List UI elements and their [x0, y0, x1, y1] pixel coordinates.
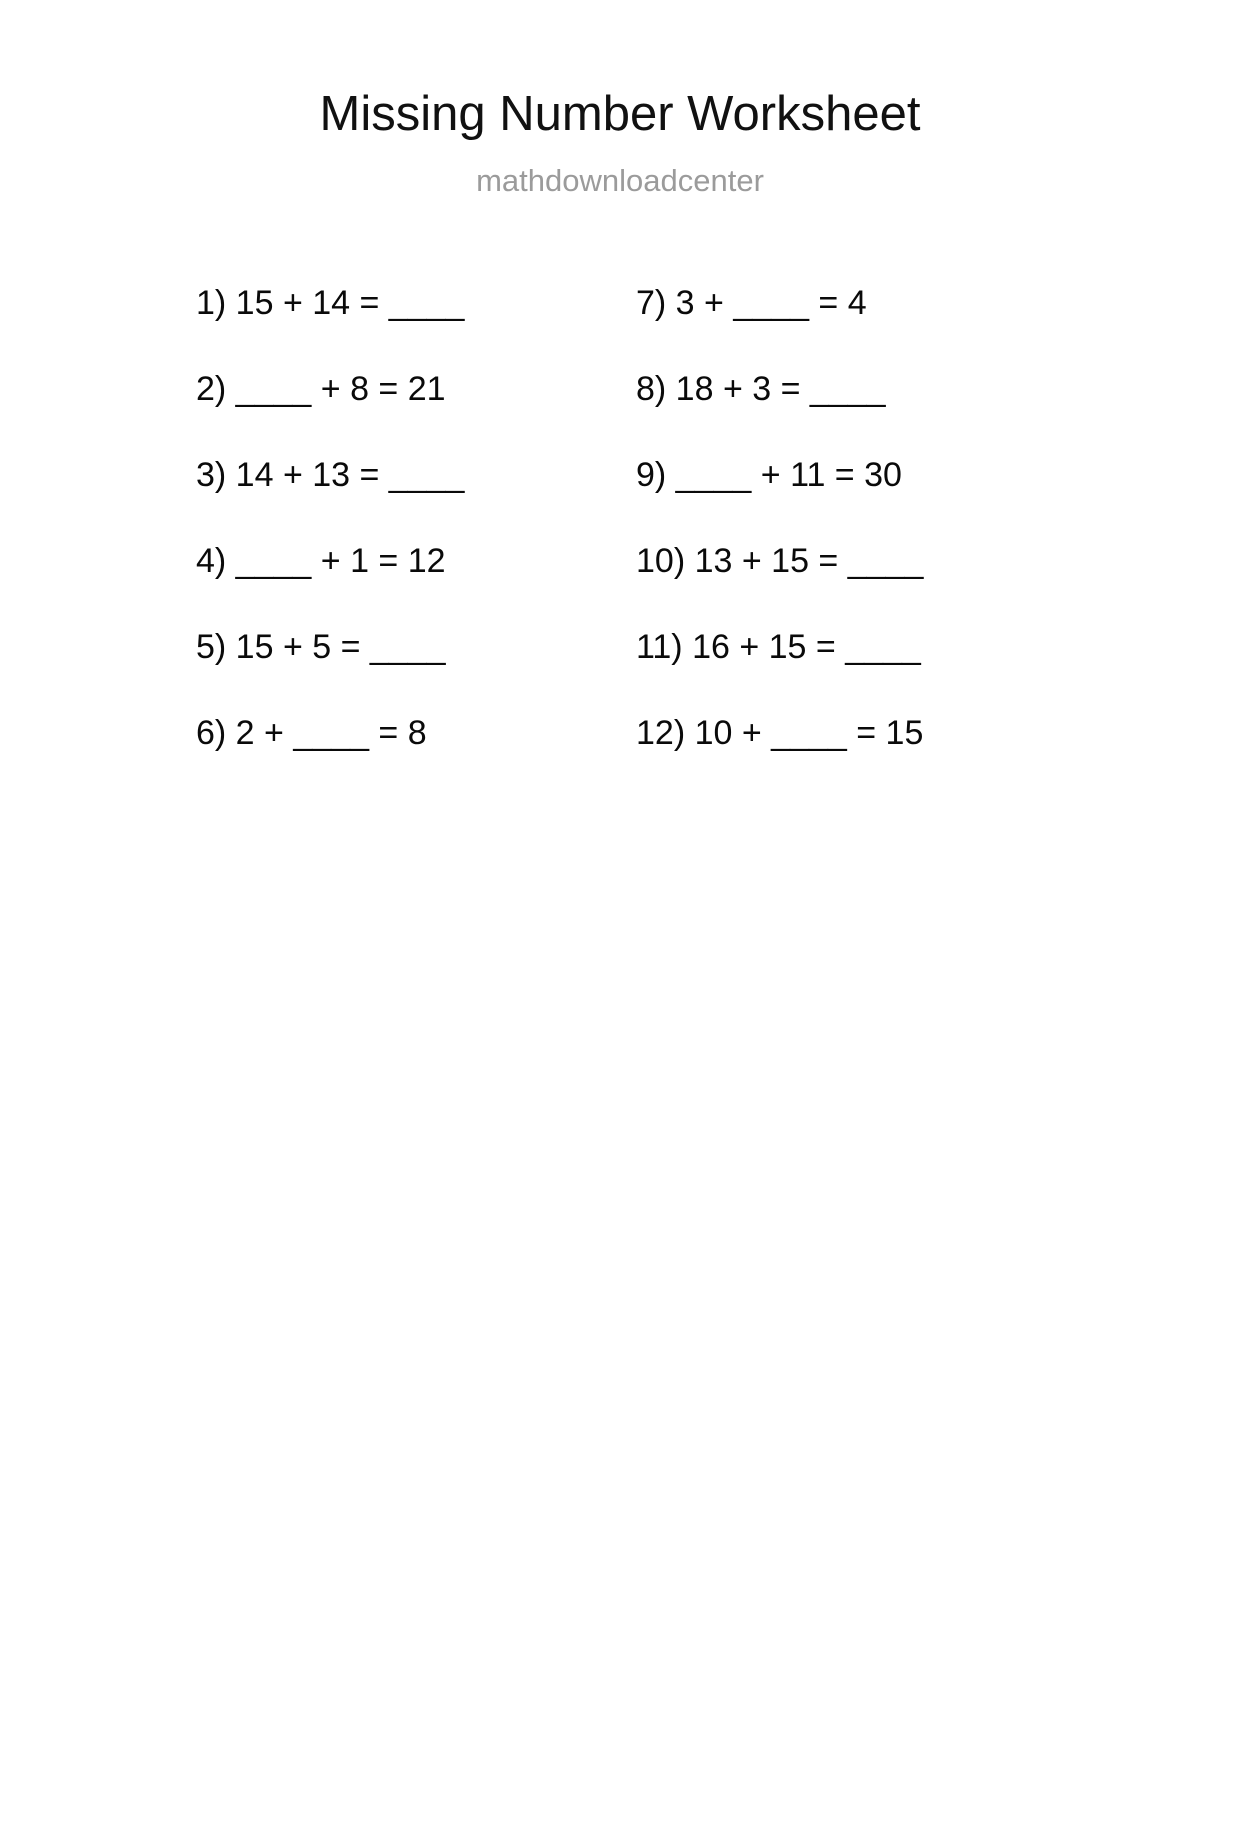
problem-item: 6) 2 + ____ = 8	[196, 713, 427, 752]
problem-item: 11) 16 + 15 = ____	[636, 627, 921, 666]
worksheet-page	[0, 88, 1240, 1842]
page-title: Missing Number Worksheet	[319, 87, 921, 141]
page-subtitle: mathdownloadcenter	[476, 162, 764, 198]
problem-item: 8) 18 + 3 = ____	[636, 369, 886, 408]
problem-list	[0, 283, 1240, 752]
problem-item: 3) 14 + 13 = ____	[196, 455, 465, 494]
problem-item: 7) 3 + ____ = 4	[636, 283, 867, 322]
problem-item: 4) ____ + 1 = 12	[196, 541, 446, 580]
problem-item: 1) 15 + 14 = ____	[196, 283, 465, 322]
problem-item: 12) 10 + ____ = 15	[636, 713, 924, 752]
problem-column-left	[196, 283, 636, 752]
problem-item: 2) ____ + 8 = 21	[196, 369, 446, 408]
problem-item: 5) 15 + 5 = ____	[196, 627, 446, 666]
problem-column-right	[636, 283, 1076, 752]
problem-item: 10) 13 + 15 = ____	[636, 541, 924, 580]
problem-item: 9) ____ + 11 = 30	[636, 455, 902, 494]
